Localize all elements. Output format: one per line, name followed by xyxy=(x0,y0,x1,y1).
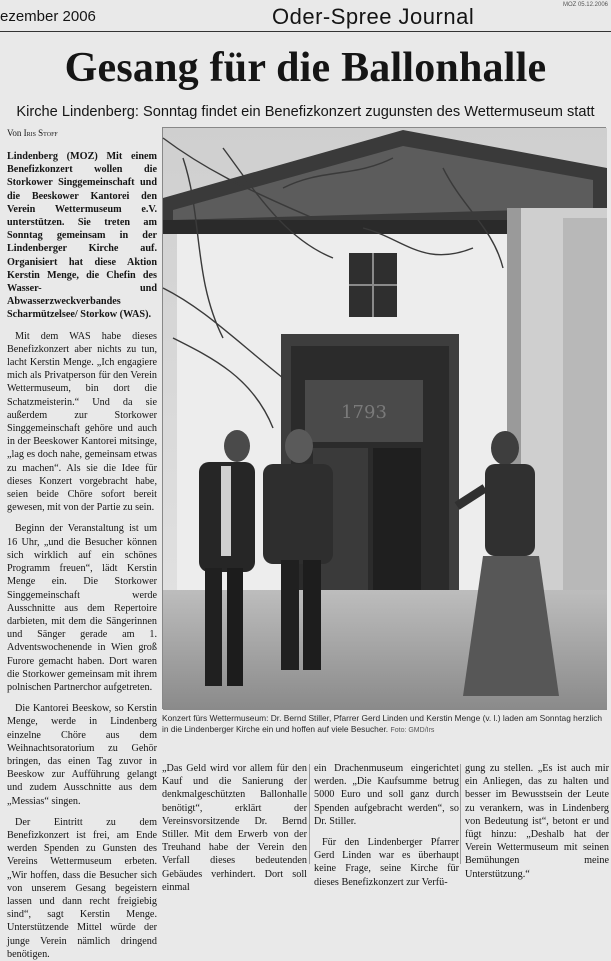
newspaper-title: Oder-Spree Journal xyxy=(272,4,475,29)
article-paragraph: Die Kantorei Beeskow, so Kerstin Menge, werde in Lindenberg einzelne Chöre aus dem Weihnachtsoratorium zu Gehör bringen, das einen Tag zuvor in Beeskow zur Aufführung gelangt und zudem Ausschnitte aus dem „Messias“ singen. xyxy=(7,703,157,807)
article-paragraph: gung zu stellen. „Es ist auch mir ein Anliegen, das zu halten und besser im Bewusstsein der Leute zu verankern, was in Lindenberg von Bedeutung ist“, betont er und fügt hinzu: „Deshalb hat der Verein Wettermuseum mit seinen Bemühungen meine Unterstützung.“ xyxy=(465,763,609,880)
byline-author: Iris Stoff xyxy=(23,128,58,138)
archive-stamp: MOZ 05.12.2006 xyxy=(562,2,608,8)
article-paragraph: Beginn der Veranstaltung ist um 16 Uhr, „und die Besucher können sich wirklich auf ein schönes Programm freuen“, lädt Kerstin Menge ein. Die Storkower Singgemeinschaft werde Ausschnitte aus dem Repertoire darbieten, mit dem die Sängerinnen und Sänger gerade am 1. Adventswochenende in Wien groß Furore gemacht haben. Dort waren die Storkower gemeinsam mit ihrem polnischen Partnerchor aufgetreten. xyxy=(7,523,157,693)
article-column-3 xyxy=(314,762,459,888)
column-divider xyxy=(309,764,310,864)
article-column-4 xyxy=(465,762,609,880)
caption-text: Konzert fürs Wettermuseum: Dr. Bernd Stiller, Pfarrer Gerd Linden und Kerstin Menge (v. l.) laden am Sonntag herzlich in die Lindenberger Kirche ein und hoffen auf viele Besucher. xyxy=(162,713,603,734)
church-photo xyxy=(162,127,606,709)
article-paragraph: Mit dem WAS habe dieses Benefizkonzert aber nichts zu tun, lacht Kerstin Menge. „Ich engagiere mich als Privatperson für den Verein Wettermuseum, bin dort die Schatzmeisterin.“ Und da sie außerdem zur Storkower Singgemeinschaft gehöre und auch in der Beeskower Kantorei mitsinge, „lag es doch nahe, gemeinsam etwas zu machen“. Als sie die Idee für dieses Konzert vorgebracht habe, seien beide Chöre sofort bereit gewesen, mit von der Partie zu sein. xyxy=(7,330,157,514)
article-column-2 xyxy=(162,762,307,893)
article-paragraph: Der Eintritt zu dem Benefizkonzert ist frei, am Ende werden Spenden zu Gunsten des Vereins Wettermuseum erbeten. „Wir hoffen, dass die Besucher sich von unserem Gesang begeistern lassen und dann recht freigiebig sind“, sagt Kerstin Menge. Unterstützende Mittel würde der junge Verein nämlich dringend benötigen. xyxy=(7,816,157,960)
church-photo-illustration xyxy=(163,128,607,710)
article-column-1 xyxy=(7,150,157,960)
byline xyxy=(7,128,58,138)
column-divider xyxy=(460,764,461,864)
lead-paragraph: Lindenberg (MOZ) Mit einem Benefizkonzert wollen die Storkower Singgemeinschaft und die Beeskower Kantorei den Verein Wettermuseum e.V. unterstützen. Sie treten am Sonntag gemeinsam in der Lindenberger Kirche auf. Organisiert hat diese Aktion Kerstin Menge, die Chefin des Wasser- und Abwasserzweckverbandes Scharmützelsee/ Storkow (WAS). xyxy=(7,151,157,321)
byline-prefix: Von xyxy=(7,128,22,138)
article-paragraph: ein Drachenmuseum eingerichtet werden. „Die Kaufsumme betrug 5000 Euro und soll ganz durch Spenden aufgebracht werden“, so Dr. Stiller. xyxy=(314,763,459,827)
masthead-rule xyxy=(0,31,611,32)
issue-date: ezember 2006 xyxy=(0,8,96,25)
photo-credit: Foto: GMD/Irs xyxy=(390,727,435,734)
door-panel-text: 1793 xyxy=(341,402,387,423)
photo-caption xyxy=(162,713,606,736)
article-paragraph: Für den Lindenberger Pfarrer Gerd Linden war es überhaupt keine Frage, seine Kirche für dieses Benefizkonzert zur Verfü- xyxy=(314,837,459,888)
headline: Gesang für die Ballonhalle xyxy=(64,45,547,91)
article-paragraph: „Das Geld wird vor allem für den Kauf und die Sanierung der denkmalgeschützten Ballonhalle benötigt“, erklärt der Vereinsvorsitzende Dr. Bernd Stiller. Mit dem Erwerb von der Treuhand habe der Verein den Verfall dieses bedeutenden Gebäudes verhindert. Dort soll einmal xyxy=(162,763,307,893)
subheadline: Kirche Lindenberg: Sonntag findet ein Benefizkonzert zugunsten des Wettermuseum statt xyxy=(16,104,595,120)
